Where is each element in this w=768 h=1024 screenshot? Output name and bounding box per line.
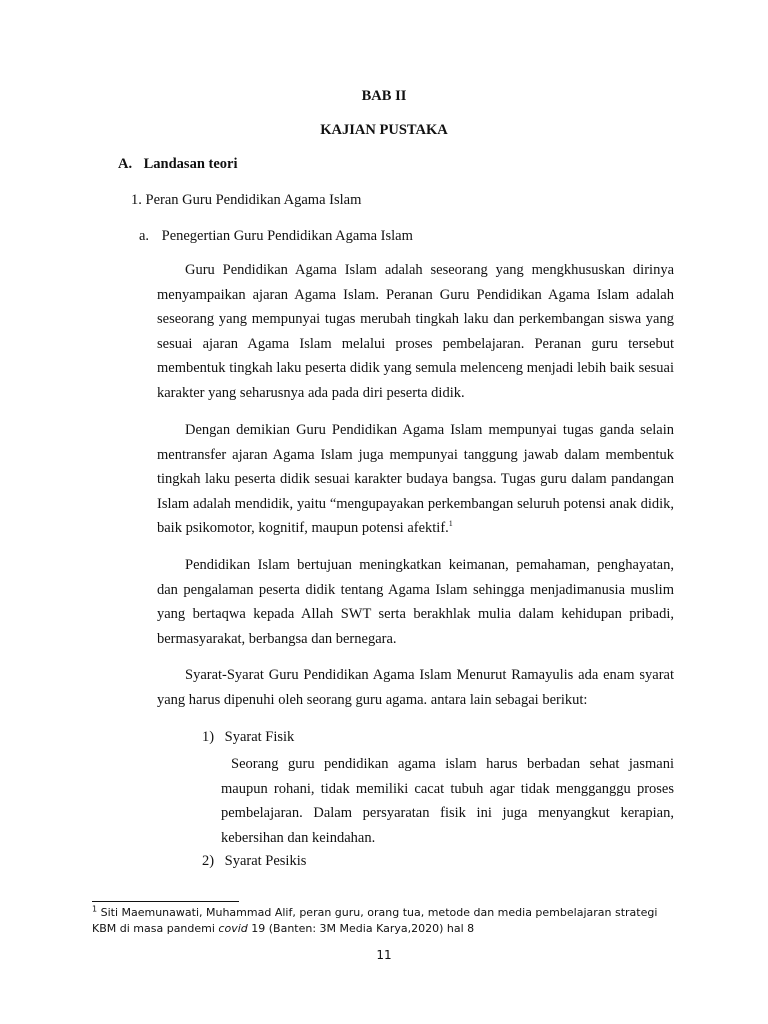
footnote-divider [92, 901, 239, 902]
subsubsection-label: a. [139, 228, 150, 244]
paragraph-4: Syarat-Syarat Guru Pendidikan Agama Islam Menurut Ramayulis ada enam syarat yang harus dipenuhi oleh seorang guru agama. antara lain sebagai berikut: [157, 667, 674, 708]
page-number: 11 [376, 948, 392, 962]
footnote-text: Siti Maemunawati, Muhammad Alif, peran guru, orang tua, metode dan media pembelajaran strategi KBM di masa pandemi [92, 906, 658, 935]
chapter-subtitle: KAJIAN PUSTAKA [320, 122, 448, 138]
subsubsection-text: Penegertian Guru Pendidikan Agama Islam [161, 228, 413, 244]
paragraph-3: Pendidikan Islam bertujuan meningkatkan keimanan, pemahaman, penghayatan, dan pengalaman peserta didik tentang Agama Islam sehingga menjadimanusia muslim yang bertaqwa kepada Allah SWT serta berakhlak mulia dalam kehidupan pribadi, bermasyarakat, berbangsa dan bernegara. [157, 557, 674, 647]
section-text: Landasan teori [143, 156, 238, 172]
list-item-label: 2) [202, 853, 215, 869]
chapter-title: BAB II [361, 88, 407, 104]
section-label: A. [118, 156, 133, 172]
list-item [202, 729, 294, 746]
footnote-reference[interactable]: 1 [448, 519, 453, 529]
list-item-title: Syarat Pesikis [224, 853, 307, 869]
paragraph-2 [157, 418, 674, 541]
footnote-italic: covid [218, 922, 248, 935]
paragraph-2-text: Dengan demikian Guru Pendidikan Agama Islam mempunyai tugas ganda selain mentransfer ajaran Agama Islam juga mempunyai tanggung jawab dalam membentuk tingkah laku peserta didik sesuai karakter budaya bangsa. Tugas guru dalam pandangan Islam adalah mendidik, yaitu “mengupayakan perkembangan seluruh potensi anak didik, baik psikomotor, kognitif, maupun potensi afektif. [157, 422, 674, 537]
footnote-number: 1 [92, 904, 98, 914]
subsection-text: Peran Guru Pendidikan Agama Islam [145, 192, 362, 208]
paragraph-1: Guru Pendidikan Agama Islam adalah seseorang yang mengkhususkan dirinya menyampaikan ajaran Agama Islam. Peranan Guru Pendidikan Agama Islam adalah seseorang yang mempunyai tugas merubah tingkah laku dan perkembangan siswa yang sesuai ajaran Agama Islam melalui proses pembelajaran. Peranan guru tersebut membentuk tingkah laku peserta didik yang semula melenceng menjadi lebih baik sesuai karakter yang seharusnya ada pada diri peserta didik. [157, 262, 674, 401]
list-item-text: Seorang guru pendidikan agama islam harus berbadan sehat jasmani maupun rohani, tidak memiliki cacat tubuh agar tidak mengganggu proses pembelajaran. Dalam persyaratan fisik ini juga menyangkut kerapian, kebersihan dan keindahan. [221, 756, 674, 846]
section-heading [118, 156, 238, 173]
list-item-title: Syarat Fisik [224, 729, 295, 745]
subsection-label: 1. [131, 192, 142, 208]
list-item-label: 1) [202, 729, 215, 745]
footnote [92, 905, 682, 937]
footnote-text-end: 19 (Banten: 3M Media Karya,2020) hal 8 [247, 922, 475, 935]
subsection-heading [131, 192, 361, 209]
subsubsection-heading [139, 228, 413, 245]
list-item [202, 853, 306, 870]
